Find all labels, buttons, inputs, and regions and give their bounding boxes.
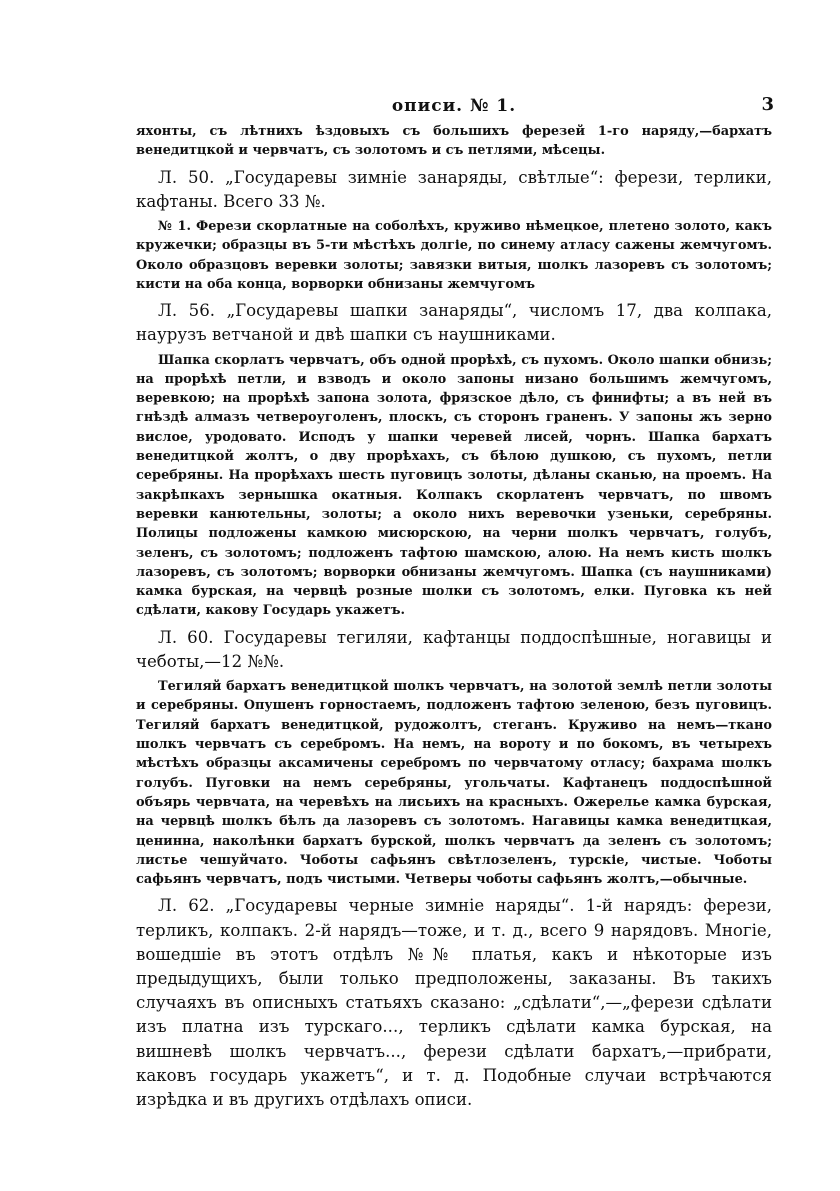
page-number: 3	[761, 94, 774, 115]
continuation-paragraph: яхонты, съ лѣтнихъ ѣздовыхъ съ большихъ ферезей 1-го наряду,—бархатъ венедитцкой и червчатъ, съ золотомъ и съ петлями, мѣсецы.	[136, 124, 772, 159]
section-paragraph-l62: Л. 62. „Государевы черные зимніе наряды“. 1-й нарядъ: ферези, терликъ, колпакъ. 2-й нарядъ—тоже, и т. д., всего 9 нарядовъ. Многіе, вошедшіе въ этотъ отдѣлъ №№ платья, какъ и нѣкоторые изъ предыдущихъ, были только предположены, заказаны. Въ такихъ случаяхъ въ описныхъ статьяхъ сказано: „сдѣлати“,—„ферези сдѣлати изъ платна изъ турскаго...‚ терликъ сдѣлати камка бурская, на вишневѣ шолкъ червчатъ...‚ ферези сдѣлати бархатъ,—прибрати, каковъ государь укажетъ“, и т. д. Подобные случаи встрѣчаются изрѣдка и въ другихъ отдѣлахъ описи.	[136, 896, 772, 1110]
section-heading-l50: Л. 50. „Государевы зимніе занаряды, свѣтлые“: ферези, терлики, кафтаны. Всего 33 №.	[136, 167, 772, 211]
entry-paragraph-l60: Тегиляй бархатъ венедитцкой шолкъ червчатъ, на золотой землѣ петли золоты и серебряны. Опушенъ горностаемъ, подложенъ тафтою зеленою, безъ пуговицъ. Тегиляй бархатъ венедитцкой, рудожолтъ, стеганъ. Круживо на немъ—ткано шолкъ червчатъ съ серебромъ. На немъ, на вороту и по бокомъ, въ четырехъ мѣстѣхъ образцы аксамичены серебромъ по червчатому отласу; бахрама шолкъ голубъ. Пуговки на немъ серебряны, угольчаты. Кафтанецъ поддоспѣшной объярь червчата, на черевѣхъ на лисьихъ на красныхъ. Ожерелье камка бурская, на червцѣ шолкъ бѣлъ да лазоревъ съ золотомъ. Нагавицы камка венедитцкая, ценинна, наколѣнки бархатъ бурской, шолкъ червчатъ да зеленъ съ золотомъ; листье чешуйчато. Чоботы сафьянъ свѣтлозеленъ, турскіе, чистые. Чоботы сафьянъ червчатъ, подъ чистыми. Четверы чоботы сафьянъ жолтъ,—обычные.	[136, 679, 772, 888]
book-page	[136, 92, 772, 1112]
entry-paragraph-l56: Шапка скорлатъ червчатъ, объ одной прорѣхѣ, съ пухомъ. Около шапки обнизь; на прорѣхѣ петли, и взводъ и около запоны низано большимъ жемчугомъ, веревкою; на прорѣхѣ запона золота, фрязское дѣло, съ финифты; а въ ней въ гнѣздѣ алмазъ четвероуголенъ, плоскъ, съ сторонъ граненъ. У запоны жъ зерно вислое, уродовато. Исподъ у шапки черевей лисей, чорнъ. Шапка бархатъ венедитцкой жолтъ, о дву прорѣхахъ, съ бѣлою душкою, съ пухомъ, петли серебряны. На прорѣхахъ шесть пуговицъ золоты, дѣланы сканью, на проемъ. На закрѣпкахъ зернышка окатныя. Колпакъ скорлатенъ червчатъ, по швомъ веревки канютельны, золоты; а около нихъ веревочки узеньки, серебряны. Полицы подложены камкою мисюрскою, на черни шолкъ червчатъ, голубъ, зеленъ, съ золотомъ; подложенъ тафтою шамскою, алою. На немъ кисть шолкъ лазоревъ, съ золотомъ; ворворки обнизаны жемчугомъ. Шапка (съ наушниками) камка бурская, на червцѣ розные шолки съ золотомъ, елки. Пуговка къ ней сдѣлати, какову Государь укажетъ.	[136, 352, 772, 619]
section-heading-l56: Л. 56. „Государевы шапки занаряды“, числомъ 17, два колпака, наурузъ ветчаной и двѣ шапки съ наушниками.	[136, 301, 772, 345]
running-header	[136, 92, 772, 122]
section-heading-l60: Л. 60. Государевы тегиляи, кафтанцы поддоспѣшные, ногавицы и чеботы,—12 №№.	[136, 627, 772, 671]
running-title: описи. № 1.	[391, 96, 517, 116]
entry-paragraph-l50: № 1. Ферези скорлатные на соболѣхъ, круживо нѣмецкое, плетено золото, какъ кружечки; образцы въ 5-ти мѣстѣхъ долгіе, по синему атласу сажены жемчугомъ. Около образцовъ веревки золоты; завязки витыя, шолкъ лазоревъ съ золотомъ; кисти на оба конца, ворворки обнизаны жемчугомъ	[136, 219, 772, 292]
